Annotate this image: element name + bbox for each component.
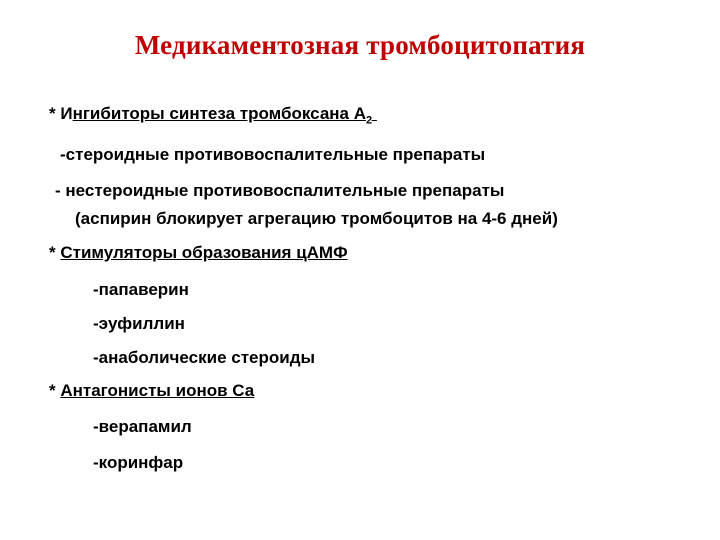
section-1-item-note: (аспирин блокирует агрегацию тромбоцитов на 4-6 дней) bbox=[75, 209, 558, 228]
section-3-prefix: * bbox=[49, 381, 61, 400]
section-1-heading-text bbox=[72, 104, 377, 127]
section-2-prefix: * bbox=[49, 243, 61, 262]
section-1-item: - нестероидные противовоспалительные препараты bbox=[55, 181, 505, 200]
section-3-item: -верапамил bbox=[93, 417, 192, 436]
section-2-item: -папаверин bbox=[93, 280, 189, 299]
section-1-heading bbox=[49, 104, 377, 127]
section-1-item: -стероидные противовоспалительные препараты bbox=[60, 145, 486, 164]
section-1-prefix: * И bbox=[49, 104, 73, 123]
section-2-heading-text: Стимуляторы образования цАМФ bbox=[60, 243, 348, 262]
section-3-heading bbox=[49, 381, 254, 401]
section-1-subscript: 2 bbox=[366, 114, 373, 127]
section-3-heading-text: Антагонисты ионов Са bbox=[60, 381, 255, 400]
section-2-item: -эуфиллин bbox=[93, 314, 185, 333]
section-1-heading-label: нгибиторы синтеза тромбоксана А bbox=[72, 104, 367, 123]
slide-title: Медикаментозная тромбоцитопатия bbox=[134, 30, 586, 60]
section-2-item: -анаболические стероиды bbox=[93, 348, 316, 367]
section-2-heading bbox=[49, 243, 348, 263]
section-3-item: -коринфар bbox=[93, 453, 184, 472]
